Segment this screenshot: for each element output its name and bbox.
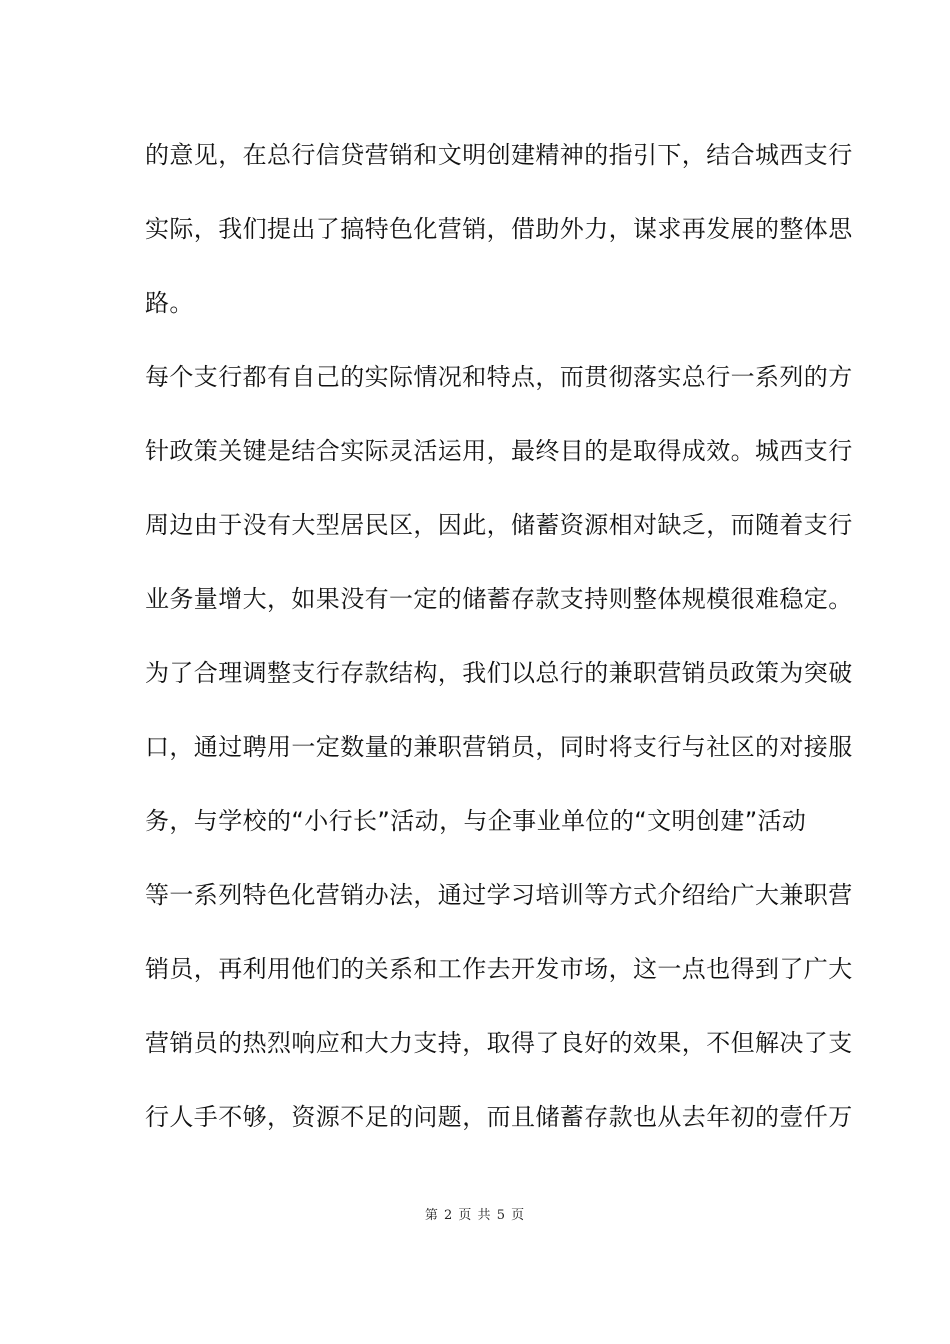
text-line: 业务量增大，如果没有一定的储蓄存款支持则整体规模很难稳定。 xyxy=(145,585,853,613)
text-line: 行人手不够，资源不足的问题，而且储蓄存款也从去年初的壹仟万 xyxy=(145,1103,853,1131)
text-line: 营销员的热烈响应和大力支持，取得了良好的效果，不但解决了支 xyxy=(145,1029,853,1057)
text-line: 针政策关键是结合实际灵活运用，最终目的是取得成效。城西支行 xyxy=(145,437,853,465)
page-number-label: 第 2 页 共 5 页 xyxy=(424,1208,526,1223)
text-line: 路。 xyxy=(145,289,194,317)
text-line: 的意见，在总行信贷营销和文明创建精神的指引下，结合城西支行 xyxy=(145,141,853,169)
text-line: 周边由于没有大型居民区，因此，储蓄资源相对缺乏，而随着支行 xyxy=(145,511,853,539)
text-line: 等一系列特色化营销办法，通过学习培训等方式介绍给广大兼职营 xyxy=(145,881,853,909)
page-number-footer xyxy=(0,1207,950,1225)
text-line: 销员，再利用他们的关系和工作去开发市场，这一点也得到了广大 xyxy=(145,955,853,983)
text-line: 务，与学校的“小行长”活动，与企事业单位的“文明创建”活动 xyxy=(145,807,807,835)
text-line: 每个支行都有自己的实际情况和特点，而贯彻落实总行一系列的方 xyxy=(145,363,853,391)
text-line: 口，通过聘用一定数量的兼职营销员，同时将支行与社区的对接服 xyxy=(145,733,853,761)
text-line: 为了合理调整支行存款结构，我们以总行的兼职营销员政策为突破 xyxy=(145,659,853,687)
text-line: 实际，我们提出了搞特色化营销，借助外力，谋求再发展的整体思 xyxy=(145,215,853,243)
